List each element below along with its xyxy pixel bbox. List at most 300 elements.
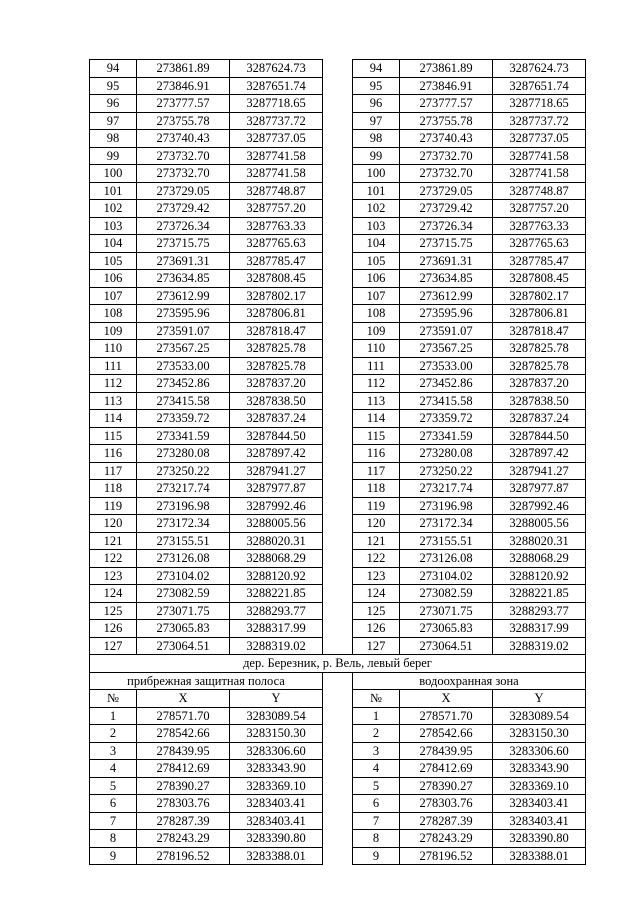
num-cell-right: 6 — [353, 795, 400, 813]
y-cell-left: 3283089.54 — [230, 707, 323, 725]
x-cell-left: 273071.75 — [137, 602, 230, 620]
num-cell-left: 123 — [90, 567, 137, 585]
y-cell-left: 3287757.20 — [230, 200, 323, 218]
num-cell-left: 109 — [90, 322, 137, 340]
gap-cell — [323, 830, 353, 848]
num-cell-left: 114 — [90, 410, 137, 428]
y-cell-left: 3288005.56 — [230, 515, 323, 533]
num-cell-right: 120 — [353, 515, 400, 533]
y-cell-right: 3288221.85 — [493, 585, 586, 603]
num-cell-right: 112 — [353, 375, 400, 393]
x-cell-left: 273064.51 — [137, 637, 230, 655]
num-cell-right: 118 — [353, 480, 400, 498]
gap-cell — [323, 445, 353, 463]
table-row — [90, 410, 586, 428]
x-cell-left: 278303.76 — [137, 795, 230, 813]
gap-cell — [323, 270, 353, 288]
table-row — [90, 532, 586, 550]
x-cell-left: 273196.98 — [137, 497, 230, 515]
num-cell-right: 123 — [353, 567, 400, 585]
x-cell-right: 273082.59 — [400, 585, 493, 603]
y-cell-right: 3287818.47 — [493, 322, 586, 340]
num-cell-left: 3 — [90, 742, 137, 760]
num-cell-right: 5 — [353, 777, 400, 795]
y-cell-left: 3287897.42 — [230, 445, 323, 463]
x-cell-right: 273591.07 — [400, 322, 493, 340]
table-row — [90, 777, 586, 795]
gap-cell — [323, 672, 353, 690]
table-row — [90, 217, 586, 235]
table-row — [90, 305, 586, 323]
x-cell-right: 273755.78 — [400, 112, 493, 130]
gap-cell — [323, 182, 353, 200]
table-row — [90, 95, 586, 113]
y-cell-right: 3288068.29 — [493, 550, 586, 568]
x-cell-left: 273612.99 — [137, 287, 230, 305]
y-cell-right: 3288020.31 — [493, 532, 586, 550]
table-row — [90, 795, 586, 813]
x-cell-left: 273359.72 — [137, 410, 230, 428]
table-row — [90, 760, 586, 778]
num-cell-left: 102 — [90, 200, 137, 218]
y-cell-left: 3283403.41 — [230, 812, 323, 830]
x-cell-right: 273071.75 — [400, 602, 493, 620]
gap-cell — [323, 532, 353, 550]
x-cell-right: 278303.76 — [400, 795, 493, 813]
y-cell-left: 3287748.87 — [230, 182, 323, 200]
num-cell-left: 120 — [90, 515, 137, 533]
num-cell-right: 109 — [353, 322, 400, 340]
y-cell-left: 3287837.20 — [230, 375, 323, 393]
y-cell-right: 3283388.01 — [493, 847, 586, 865]
gap-cell — [323, 200, 353, 218]
table-row — [90, 182, 586, 200]
table-row — [90, 480, 586, 498]
table-row — [90, 165, 586, 183]
num-cell-left: 111 — [90, 357, 137, 375]
y-cell-right: 3287808.45 — [493, 270, 586, 288]
num-cell-right: 126 — [353, 620, 400, 638]
num-cell-left: 108 — [90, 305, 137, 323]
x-cell-right: 273595.96 — [400, 305, 493, 323]
num-cell-left: 98 — [90, 130, 137, 148]
header-x-left: X — [137, 690, 230, 708]
x-cell-right: 273415.58 — [400, 392, 493, 410]
num-cell-left: 94 — [90, 60, 137, 78]
y-cell-right: 3287748.87 — [493, 182, 586, 200]
num-cell-left: 101 — [90, 182, 137, 200]
gap-cell — [323, 112, 353, 130]
x-cell-left: 273595.96 — [137, 305, 230, 323]
num-cell-right: 108 — [353, 305, 400, 323]
y-cell-left: 3288317.99 — [230, 620, 323, 638]
y-cell-right: 3283369.10 — [493, 777, 586, 795]
x-cell-right: 278412.69 — [400, 760, 493, 778]
upper-rows — [90, 60, 586, 655]
y-cell-right: 3287737.72 — [493, 112, 586, 130]
table-row — [90, 392, 586, 410]
x-cell-left: 273082.59 — [137, 585, 230, 603]
table-row — [90, 252, 586, 270]
coordinates-document — [89, 59, 585, 865]
x-cell-right: 278243.29 — [400, 830, 493, 848]
header-num-left: № — [90, 690, 137, 708]
y-cell-right: 3287718.65 — [493, 95, 586, 113]
table-row — [90, 357, 586, 375]
num-cell-right: 116 — [353, 445, 400, 463]
gap-cell — [323, 760, 353, 778]
num-cell-right: 1 — [353, 707, 400, 725]
table-row — [90, 585, 586, 603]
num-cell-left: 112 — [90, 375, 137, 393]
gap-cell — [323, 620, 353, 638]
y-cell-left: 3288319.02 — [230, 637, 323, 655]
num-cell-left: 106 — [90, 270, 137, 288]
num-cell-left: 103 — [90, 217, 137, 235]
num-cell-left: 9 — [90, 847, 137, 865]
num-cell-right: 114 — [353, 410, 400, 428]
column-header-row — [90, 690, 586, 708]
num-cell-right: 125 — [353, 602, 400, 620]
gap-cell — [323, 515, 353, 533]
y-cell-right: 3287897.42 — [493, 445, 586, 463]
y-cell-right: 3287741.58 — [493, 165, 586, 183]
table-row — [90, 287, 586, 305]
y-cell-left: 3287718.65 — [230, 95, 323, 113]
y-cell-left: 3288293.77 — [230, 602, 323, 620]
x-cell-right: 273729.42 — [400, 200, 493, 218]
gap-cell — [323, 585, 353, 603]
x-cell-right: 273217.74 — [400, 480, 493, 498]
y-cell-left: 3287802.17 — [230, 287, 323, 305]
y-cell-right: 3287844.50 — [493, 427, 586, 445]
x-cell-left: 273217.74 — [137, 480, 230, 498]
table-row — [90, 445, 586, 463]
x-cell-right: 273740.43 — [400, 130, 493, 148]
lower-rows — [90, 707, 586, 865]
x-cell-right: 273172.34 — [400, 515, 493, 533]
table-row — [90, 497, 586, 515]
gap-cell — [323, 77, 353, 95]
num-cell-right: 121 — [353, 532, 400, 550]
num-cell-right: 101 — [353, 182, 400, 200]
table-row — [90, 602, 586, 620]
y-cell-left: 3283150.30 — [230, 725, 323, 743]
table-row — [90, 60, 586, 78]
gap-cell — [323, 497, 353, 515]
header-num-right: № — [353, 690, 400, 708]
gap-cell — [323, 130, 353, 148]
gap-cell — [323, 217, 353, 235]
num-cell-right: 9 — [353, 847, 400, 865]
num-cell-right: 117 — [353, 462, 400, 480]
num-cell-left: 7 — [90, 812, 137, 830]
gap-cell — [323, 707, 353, 725]
table-row — [90, 147, 586, 165]
num-cell-left: 4 — [90, 760, 137, 778]
gap-cell — [323, 95, 353, 113]
x-cell-left: 278571.70 — [137, 707, 230, 725]
x-cell-left: 278412.69 — [137, 760, 230, 778]
y-cell-right: 3287651.74 — [493, 77, 586, 95]
num-cell-left: 104 — [90, 235, 137, 253]
x-cell-right: 273341.59 — [400, 427, 493, 445]
y-cell-left: 3283388.01 — [230, 847, 323, 865]
table-row — [90, 830, 586, 848]
num-cell-right: 94 — [353, 60, 400, 78]
y-cell-right: 3287741.58 — [493, 147, 586, 165]
header-x-right: X — [400, 690, 493, 708]
gap-cell — [323, 480, 353, 498]
num-cell-left: 127 — [90, 637, 137, 655]
table-row — [90, 515, 586, 533]
gap-cell — [323, 567, 353, 585]
x-cell-right: 273732.70 — [400, 165, 493, 183]
y-cell-right: 3287941.27 — [493, 462, 586, 480]
y-cell-left: 3287838.50 — [230, 392, 323, 410]
x-cell-right: 273280.08 — [400, 445, 493, 463]
x-cell-right: 273732.70 — [400, 147, 493, 165]
num-cell-left: 110 — [90, 340, 137, 358]
num-cell-right: 110 — [353, 340, 400, 358]
y-cell-right: 3287763.33 — [493, 217, 586, 235]
num-cell-right: 98 — [353, 130, 400, 148]
table-row — [90, 200, 586, 218]
x-cell-left: 273452.86 — [137, 375, 230, 393]
table-row — [90, 130, 586, 148]
x-cell-right: 273715.75 — [400, 235, 493, 253]
gap-cell — [323, 550, 353, 568]
num-cell-right: 7 — [353, 812, 400, 830]
x-cell-right: 273861.89 — [400, 60, 493, 78]
num-cell-left: 122 — [90, 550, 137, 568]
num-cell-left: 97 — [90, 112, 137, 130]
num-cell-right: 124 — [353, 585, 400, 603]
y-cell-left: 3287785.47 — [230, 252, 323, 270]
y-cell-right: 3287977.87 — [493, 480, 586, 498]
y-cell-right: 3283306.60 — [493, 742, 586, 760]
gap-cell — [323, 375, 353, 393]
x-cell-right: 273634.85 — [400, 270, 493, 288]
num-cell-right: 2 — [353, 725, 400, 743]
num-cell-left: 116 — [90, 445, 137, 463]
x-cell-right: 278439.95 — [400, 742, 493, 760]
y-cell-left: 3288020.31 — [230, 532, 323, 550]
num-cell-right: 8 — [353, 830, 400, 848]
x-cell-right: 278571.70 — [400, 707, 493, 725]
y-cell-left: 3287651.74 — [230, 77, 323, 95]
x-cell-right: 273533.00 — [400, 357, 493, 375]
y-cell-right: 3288317.99 — [493, 620, 586, 638]
y-cell-left: 3283390.80 — [230, 830, 323, 848]
y-cell-right: 3287806.81 — [493, 305, 586, 323]
y-cell-left: 3287825.78 — [230, 357, 323, 375]
num-cell-left: 105 — [90, 252, 137, 270]
x-cell-left: 273755.78 — [137, 112, 230, 130]
table-row — [90, 550, 586, 568]
x-cell-left: 273861.89 — [137, 60, 230, 78]
y-cell-right: 3288293.77 — [493, 602, 586, 620]
gap-cell — [323, 287, 353, 305]
gap-cell — [323, 357, 353, 375]
num-cell-right: 3 — [353, 742, 400, 760]
num-cell-left: 126 — [90, 620, 137, 638]
y-cell-left: 3287741.58 — [230, 147, 323, 165]
x-cell-left: 273777.57 — [137, 95, 230, 113]
y-cell-left: 3287825.78 — [230, 340, 323, 358]
x-cell-right: 278196.52 — [400, 847, 493, 865]
x-cell-left: 278439.95 — [137, 742, 230, 760]
y-cell-left: 3287765.63 — [230, 235, 323, 253]
x-cell-right: 273452.86 — [400, 375, 493, 393]
num-cell-right: 104 — [353, 235, 400, 253]
x-cell-left: 273567.25 — [137, 340, 230, 358]
num-cell-right: 111 — [353, 357, 400, 375]
gap-cell — [323, 812, 353, 830]
y-cell-right: 3287837.20 — [493, 375, 586, 393]
right-subtitle: водоохранная зона — [353, 672, 586, 690]
num-cell-right: 100 — [353, 165, 400, 183]
x-cell-right: 273846.91 — [400, 77, 493, 95]
header-y-right: Y — [493, 690, 586, 708]
num-cell-left: 117 — [90, 462, 137, 480]
y-cell-right: 3287765.63 — [493, 235, 586, 253]
x-cell-right: 273065.83 — [400, 620, 493, 638]
y-cell-left: 3288221.85 — [230, 585, 323, 603]
y-cell-right: 3283089.54 — [493, 707, 586, 725]
x-cell-left: 273729.42 — [137, 200, 230, 218]
num-cell-left: 2 — [90, 725, 137, 743]
gap-cell — [323, 410, 353, 428]
x-cell-left: 273732.70 — [137, 165, 230, 183]
y-cell-right: 3287825.78 — [493, 357, 586, 375]
x-cell-left: 273104.02 — [137, 567, 230, 585]
y-cell-left: 3287837.24 — [230, 410, 323, 428]
table-row — [90, 847, 586, 865]
table-row — [90, 322, 586, 340]
table-row — [90, 270, 586, 288]
section-header — [90, 655, 586, 708]
num-cell-left: 121 — [90, 532, 137, 550]
y-cell-left: 3287806.81 — [230, 305, 323, 323]
table-row — [90, 77, 586, 95]
gap-cell — [323, 305, 353, 323]
num-cell-left: 125 — [90, 602, 137, 620]
num-cell-right: 115 — [353, 427, 400, 445]
gap-cell — [323, 637, 353, 655]
y-cell-right: 3283390.80 — [493, 830, 586, 848]
y-cell-right: 3283343.90 — [493, 760, 586, 778]
num-cell-left: 115 — [90, 427, 137, 445]
y-cell-left: 3287763.33 — [230, 217, 323, 235]
x-cell-left: 273729.05 — [137, 182, 230, 200]
header-y-left: Y — [230, 690, 323, 708]
gap-cell — [323, 847, 353, 865]
num-cell-right: 119 — [353, 497, 400, 515]
num-cell-left: 99 — [90, 147, 137, 165]
num-cell-right: 102 — [353, 200, 400, 218]
x-cell-left: 278542.66 — [137, 725, 230, 743]
y-cell-right: 3287757.20 — [493, 200, 586, 218]
x-cell-left: 278196.52 — [137, 847, 230, 865]
gap-cell — [323, 252, 353, 270]
y-cell-right: 3287624.73 — [493, 60, 586, 78]
num-cell-left: 113 — [90, 392, 137, 410]
y-cell-left: 3283403.41 — [230, 795, 323, 813]
num-cell-right: 99 — [353, 147, 400, 165]
num-cell-left: 95 — [90, 77, 137, 95]
gap-cell — [323, 462, 353, 480]
table-row — [90, 620, 586, 638]
x-cell-right: 273726.34 — [400, 217, 493, 235]
gap-cell — [323, 235, 353, 253]
num-cell-left: 6 — [90, 795, 137, 813]
left-subtitle: прибрежная защитная полоса — [90, 672, 323, 690]
x-cell-left: 273155.51 — [137, 532, 230, 550]
x-cell-left: 273715.75 — [137, 235, 230, 253]
num-cell-right: 96 — [353, 95, 400, 113]
x-cell-left: 273732.70 — [137, 147, 230, 165]
num-cell-left: 100 — [90, 165, 137, 183]
num-cell-right: 113 — [353, 392, 400, 410]
x-cell-left: 273341.59 — [137, 427, 230, 445]
gap-cell — [323, 147, 353, 165]
x-cell-left: 273172.34 — [137, 515, 230, 533]
y-cell-right: 3287785.47 — [493, 252, 586, 270]
x-cell-left: 273726.34 — [137, 217, 230, 235]
gap-cell — [323, 322, 353, 340]
y-cell-right: 3283403.41 — [493, 795, 586, 813]
x-cell-left: 273846.91 — [137, 77, 230, 95]
num-cell-left: 5 — [90, 777, 137, 795]
gap-cell — [323, 742, 353, 760]
y-cell-right: 3287992.46 — [493, 497, 586, 515]
x-cell-right: 273691.31 — [400, 252, 493, 270]
gap-cell — [323, 60, 353, 78]
y-cell-left: 3283306.60 — [230, 742, 323, 760]
y-cell-left: 3287844.50 — [230, 427, 323, 445]
y-cell-right: 3288319.02 — [493, 637, 586, 655]
num-cell-right: 105 — [353, 252, 400, 270]
num-cell-left: 1 — [90, 707, 137, 725]
num-cell-right: 4 — [353, 760, 400, 778]
table-row — [90, 235, 586, 253]
table-row — [90, 427, 586, 445]
num-cell-right: 127 — [353, 637, 400, 655]
gap-cell — [323, 795, 353, 813]
y-cell-left: 3287741.58 — [230, 165, 323, 183]
num-cell-left: 118 — [90, 480, 137, 498]
y-cell-right: 3288005.56 — [493, 515, 586, 533]
y-cell-right: 3283403.41 — [493, 812, 586, 830]
table-row — [90, 375, 586, 393]
gap-cell — [323, 725, 353, 743]
y-cell-right: 3283150.30 — [493, 725, 586, 743]
x-cell-left: 273740.43 — [137, 130, 230, 148]
x-cell-right: 273612.99 — [400, 287, 493, 305]
section-title: дер. Березник, р. Вель, левый берег — [90, 655, 586, 673]
num-cell-left: 124 — [90, 585, 137, 603]
x-cell-right: 273359.72 — [400, 410, 493, 428]
num-cell-right: 97 — [353, 112, 400, 130]
x-cell-right: 278542.66 — [400, 725, 493, 743]
num-cell-right: 106 — [353, 270, 400, 288]
y-cell-left: 3288120.92 — [230, 567, 323, 585]
num-cell-left: 119 — [90, 497, 137, 515]
y-cell-right: 3287837.24 — [493, 410, 586, 428]
x-cell-left: 273533.00 — [137, 357, 230, 375]
x-cell-right: 273729.05 — [400, 182, 493, 200]
